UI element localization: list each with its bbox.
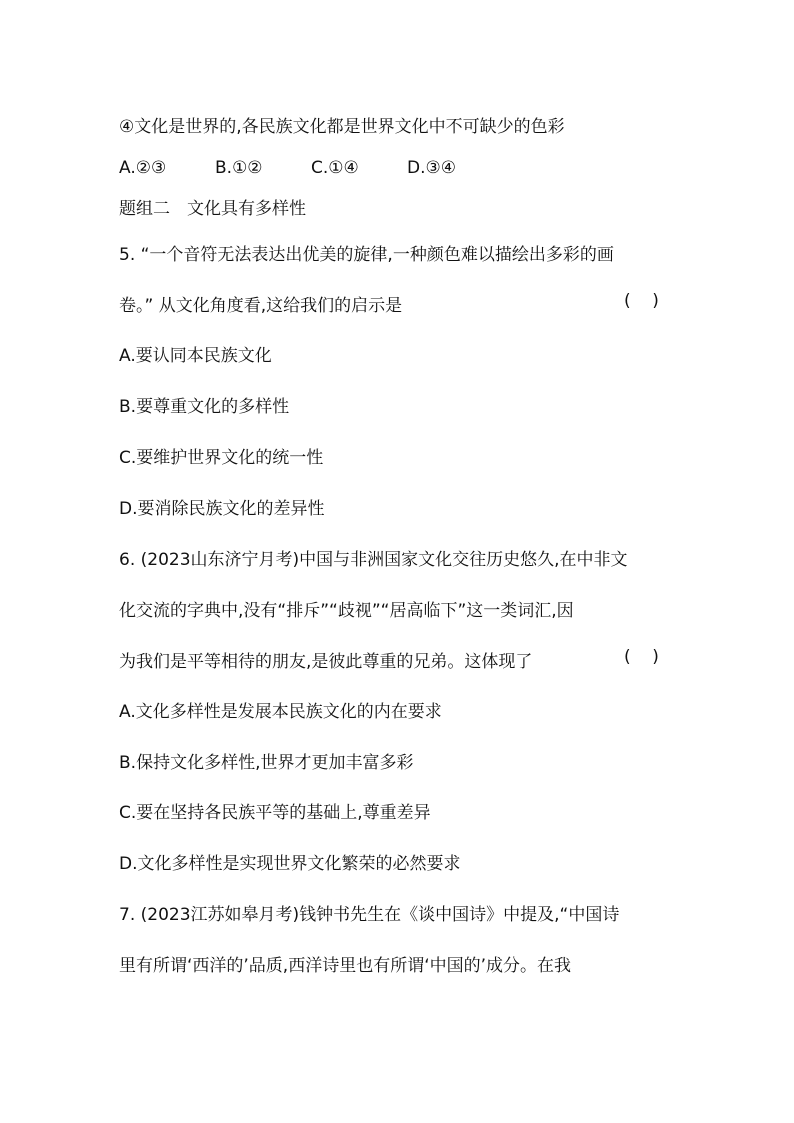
option-line-4: ④文化是世界的,各民族文化都是世界文化中不可缺少的色彩 bbox=[119, 117, 565, 137]
answer-blank: ( ) bbox=[624, 291, 659, 311]
question-6-option-b: B.保持文化多样性,世界才更加丰富多彩 bbox=[119, 753, 414, 773]
question-5-line-1: 5. “一个音符无法表达出优美的旋律,一种颜色难以描绘出多彩的画 bbox=[119, 245, 614, 265]
answer-options-row bbox=[119, 158, 456, 178]
question-6-option-a: A.文化多样性是发展本民族文化的内在要求 bbox=[119, 702, 442, 722]
answer-option-a: A.②③ bbox=[119, 158, 167, 178]
question-7-line-1: 7. (2023江苏如皋月考)钱钟书先生在《谈中国诗》中提及,“中国诗 bbox=[119, 905, 620, 925]
answer-option-b: B.①② bbox=[215, 158, 263, 178]
question-5-option-a: A.要认同本民族文化 bbox=[119, 346, 272, 366]
answer-option-d: D.③④ bbox=[407, 158, 456, 178]
question-7-line-2: 里有所谓‘西洋的’品质,西洋诗里也有所谓‘中国的’成分。在我 bbox=[119, 956, 572, 976]
question-5-option-b: B.要尊重文化的多样性 bbox=[119, 397, 290, 417]
answer-option-c: C.①④ bbox=[311, 158, 359, 178]
question-6-line-3: 为我们是平等相待的朋友,是彼此尊重的兄弟。这体现了 bbox=[119, 652, 533, 672]
answer-blank: ( ) bbox=[624, 647, 659, 667]
question-5-line-2: 卷。” 从文化角度看,这给我们的启示是 bbox=[119, 296, 403, 316]
question-5-option-c: C.要维护世界文化的统一性 bbox=[119, 448, 324, 468]
question-6-line-1: 6. (2023山东济宁月考)中国与非洲国家文化交往历史悠久,在中非文 bbox=[119, 550, 628, 570]
question-5-option-d: D.要消除民族文化的差异性 bbox=[119, 499, 325, 519]
question-6-option-d: D.文化多样性是实现世界文化繁荣的必然要求 bbox=[119, 854, 461, 874]
question-6-line-2: 化交流的字典中,没有“排斥”“歧视”“居高临下”这一类词汇,因 bbox=[119, 601, 574, 621]
question-6-option-c: C.要在坚持各民族平等的基础上,尊重差异 bbox=[119, 803, 431, 823]
section-heading: 题组二 文化具有多样性 bbox=[119, 199, 306, 219]
